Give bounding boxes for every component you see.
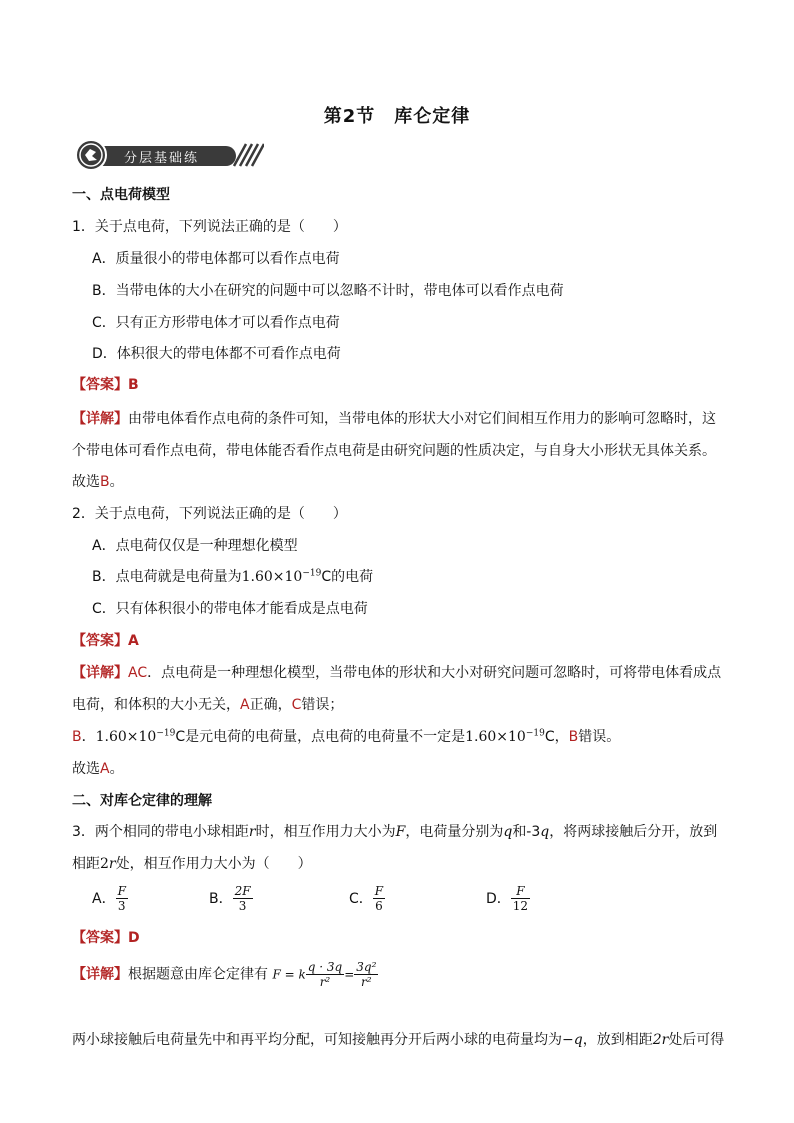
detail-text: ．点电荷是一种理想化模型，当带电体的形状和大小对研究问题可忽略时，可将带电体看成点 <box>147 665 722 681</box>
q2-detail-line2 <box>72 695 343 715</box>
q3-option-b <box>209 884 253 913</box>
opt-b-pre: B．点电荷就是电荷量为 <box>92 569 242 585</box>
fraction-numerator: F <box>511 884 530 899</box>
detail-text-c: C， <box>544 729 569 745</box>
charge-exponent: −19 <box>156 728 176 739</box>
option-label: C． <box>349 890 373 907</box>
opt-b-post: C的电荷 <box>321 569 374 585</box>
detail-text: 根据题意由库仑定律有 <box>128 966 268 983</box>
choose-value: A <box>100 761 110 777</box>
fraction-denominator: 3 <box>117 899 126 913</box>
stem-text-f: 处，相互作用力大小为（ ） <box>115 856 312 872</box>
q1-option-d: D．体积很大的带电体都不可看作点电荷 <box>92 346 341 362</box>
detail-ac: AC <box>128 665 148 681</box>
detail-b-2: B <box>568 729 579 745</box>
q2-option-c: C．只有体积很小的带电体才能看成是点电荷 <box>92 601 368 617</box>
detail-c: C <box>291 697 302 713</box>
section-banner <box>74 139 264 171</box>
q1-answer <box>72 375 139 395</box>
q1-stem: 1．关于点电荷，下列说法正确的是（ ） <box>72 219 347 235</box>
q2-detail-line1 <box>72 663 721 683</box>
detail-dot: ． <box>81 729 96 745</box>
q2-answer <box>72 631 139 651</box>
option-fraction <box>233 884 253 913</box>
detail-text: 由带电体看作点电荷的条件可知，当带电体的形状大小对它们间相互作用力的影响可忽略时，这 <box>128 411 716 427</box>
detail-label: 【详解】 <box>72 966 128 983</box>
option-label: A． <box>92 890 116 907</box>
answer-value: A <box>128 633 139 649</box>
answer-label: 【答案】 <box>72 930 128 946</box>
choose-value: B <box>100 474 110 490</box>
charge-exponent: −19 <box>525 728 545 739</box>
q3-answer <box>72 928 140 948</box>
q1-detail-line1 <box>72 409 716 429</box>
formula-lhs: F = k <box>272 967 306 982</box>
fraction-denominator: r² <box>361 975 372 989</box>
q3-option-d <box>486 884 530 913</box>
detail-text-c: 错误； <box>301 697 344 713</box>
var-q: q <box>503 824 513 840</box>
detail-text-a: 两小球接触后电荷量先中和再平均分配，可知接触再分开后两小球的电荷量均为 <box>72 1032 562 1048</box>
detail-text-b: ，放到相距 <box>582 1032 653 1048</box>
section-heading-2: 二、对库仑定律的理解 <box>72 793 212 809</box>
q2-stem: 2．关于点电荷，下列说法正确的是（ ） <box>72 506 347 522</box>
fraction-numerator: 2F <box>234 884 251 898</box>
var-f: F <box>395 824 406 840</box>
detail-label: 【详解】 <box>72 665 128 681</box>
fraction-numerator: q · 3q <box>307 960 343 974</box>
stem-text-b: 时，相互作用力大小为 <box>255 824 396 840</box>
formula-fraction-1 <box>306 960 344 989</box>
charge-exponent: −19 <box>302 568 322 579</box>
answer-value: D <box>128 930 140 946</box>
q1-option-a: A．质量很小的带电体都可以看作点电荷 <box>92 251 340 267</box>
fraction-denominator: 6 <box>375 899 383 913</box>
charge-value-2 <box>465 729 545 745</box>
section-heading-1: 一、点电荷模型 <box>72 187 170 203</box>
q3-stem-line1 <box>72 822 717 842</box>
formula-fraction-2 <box>354 960 378 989</box>
banner-label: 分层基础练 <box>124 151 200 166</box>
detail-label: 【详解】 <box>72 411 128 427</box>
option-label: D． <box>486 890 511 907</box>
choose-suffix: 。 <box>109 761 124 777</box>
charge-value <box>242 569 322 585</box>
detail-text-end: 错误。 <box>578 729 621 745</box>
q2-detail-line3 <box>72 727 620 747</box>
q3-option-a <box>92 884 128 913</box>
option-fraction <box>373 884 385 913</box>
q2-choose <box>72 759 124 779</box>
detail-a: A <box>240 697 250 713</box>
and-minus-3: 和-3 <box>512 824 541 840</box>
detail-text-b: 正确， <box>249 697 292 713</box>
option-label: B． <box>209 890 233 907</box>
choose-prefix: 故选 <box>72 761 100 777</box>
stem-text-e: 相距 <box>72 856 100 872</box>
q3-detail-line2 <box>72 1030 724 1050</box>
fraction-numerator: F <box>374 884 384 898</box>
fraction-denominator: 3 <box>238 899 247 913</box>
answer-label: 【答案】 <box>72 377 128 393</box>
q2-option-b <box>92 567 373 587</box>
stem-text-d: ，将两球接触后分开，放到 <box>549 824 718 840</box>
var-q-2: q <box>540 824 550 840</box>
fraction-denominator: 12 <box>512 899 529 913</box>
fraction-numerator: 3q² <box>356 960 377 974</box>
stem-text-a: 3．两个相同的带电小球相距 <box>72 824 249 840</box>
stem-text-c: ，电荷量分别为 <box>405 824 504 840</box>
q3-detail-line1 <box>72 960 378 989</box>
formula-equals: = <box>344 967 355 982</box>
choose-suffix: 。 <box>109 474 124 490</box>
q1-option-c: C．只有正方形带电体才可以看作点电荷 <box>92 315 340 331</box>
q2-option-a: A．点电荷仅仅是一种理想化模型 <box>92 538 298 554</box>
option-fraction <box>116 884 128 913</box>
q1-option-b: B．当带电体的大小在研究的问题中可以忽略不计时，带电体可以看作点电荷 <box>92 283 564 299</box>
charge-value-1 <box>96 729 176 745</box>
q1-choose <box>72 472 124 492</box>
detail-text-a: 电荷，和体积的大小无关， <box>72 697 240 713</box>
detail-b: B <box>72 729 82 745</box>
num-two: 2 <box>100 856 109 872</box>
detail-text-mid: C是元电荷的电荷量，点电荷的电荷量不一定是 <box>175 729 466 745</box>
var-r: r <box>248 824 256 840</box>
var-neg-q: −q <box>562 1032 583 1048</box>
answer-label: 【答案】 <box>72 633 128 649</box>
q3-option-c <box>349 884 385 913</box>
fraction-denominator: r² <box>319 975 331 989</box>
var-two-r: 2r <box>652 1032 669 1048</box>
charge-mantissa: 1.60×10 <box>95 729 157 745</box>
page-title: 第2节 库仑定律 <box>323 106 471 127</box>
fraction-numerator: F <box>117 884 126 898</box>
option-fraction <box>511 884 530 913</box>
answer-value: B <box>128 377 139 393</box>
q3-stem-line2 <box>72 854 312 874</box>
charge-mantissa: 1.60×10 <box>241 569 303 585</box>
q1-detail-line2: 个带电体可看作点电荷，带电体能否看作点电荷是由研究问题的性质决定，与自身大小形状无具体关系。 <box>72 443 716 459</box>
charge-mantissa: 1.60×10 <box>465 729 526 745</box>
detail-text-c: 处后可得 <box>668 1032 725 1048</box>
choose-prefix: 故选 <box>72 474 100 490</box>
var-r-2: r <box>108 856 116 872</box>
